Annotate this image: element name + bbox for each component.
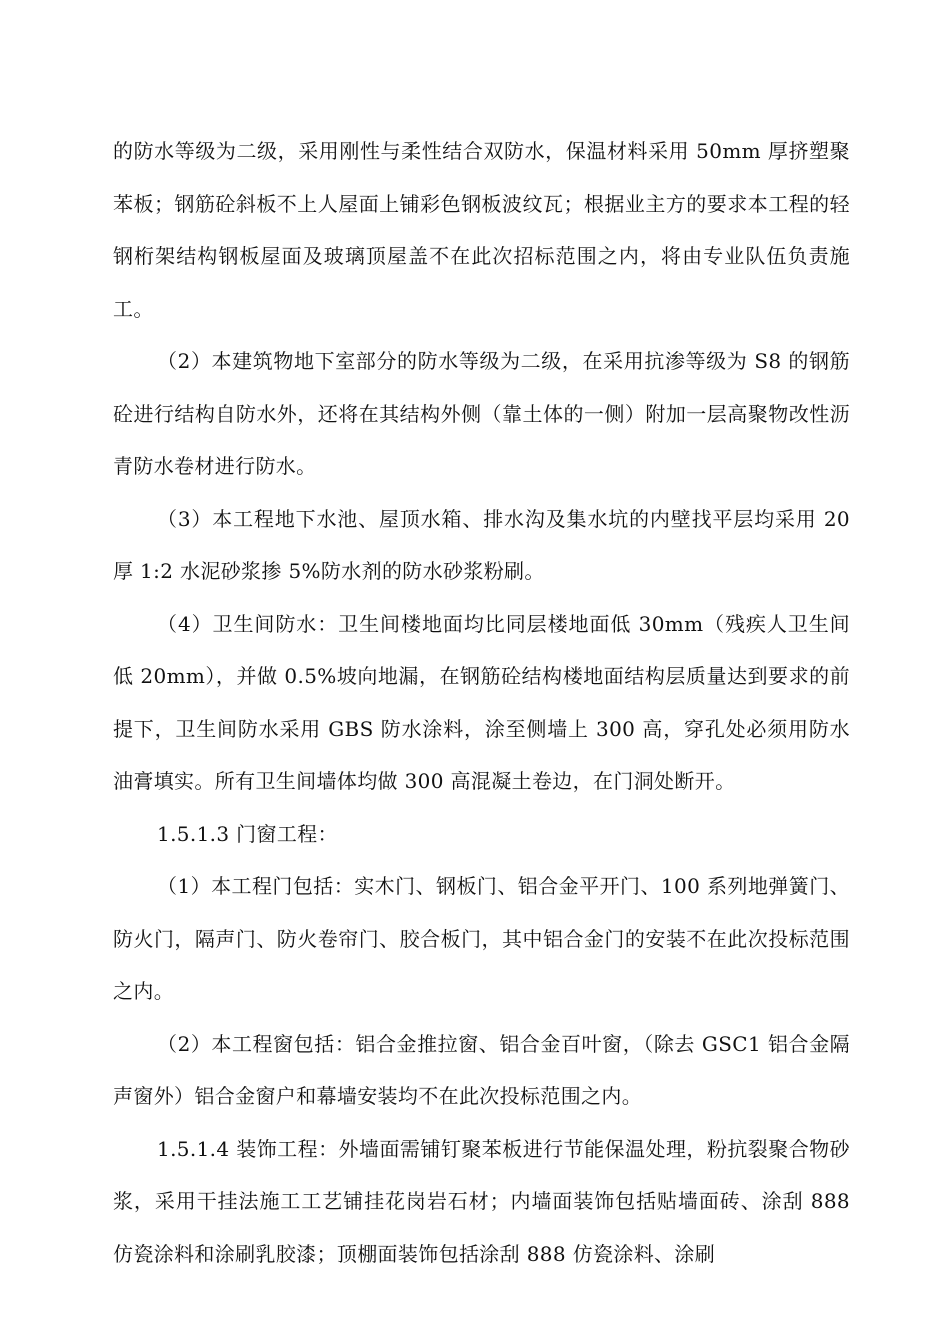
paragraph-basement-waterproofing: （2）本建筑物地下室部分的防水等级为二级，在采用抗渗等级为 S8 的钢筋砼进行结构自防水外，还将在其结构外侧（靠土体的一侧）附加一层高聚物改性沥青防水卷材进行防水。 [113, 349, 850, 478]
section-heading-doors-windows: 1.5.1.3 门窗工程： [157, 821, 338, 846]
paragraph-doors: （1）本工程门包括：实木门、钢板门、铝合金平开门、100 系列地弹簧门、防火门，隔声门、防火卷帘门、胶合板门，其中铝合金门的安装不在此次投标范围之内。 [113, 874, 850, 1003]
paragraph-tank-waterproofing: （3）本工程地下水池、屋顶水箱、排水沟及集水坑的内壁找平层均采用 20 厚 1:2 水泥砂浆掺 5%防水剂的防水砂浆粉刷。 [113, 506, 850, 583]
paragraph-windows: （2）本工程窗包括：铝合金推拉窗、铝合金百叶窗，（除去 GSC1 铝合金隔声窗外）铝合金窗户和幕墙安装均不在此次投标范围之内。 [113, 1031, 850, 1108]
paragraph-roof-waterproofing: 的防水等级为二级，采用刚性与柔性结合双防水，保温材料采用 50mm 厚挤塑聚苯板；钢筋砼斜板不上人屋面上铺彩色钢板波纹瓦；根据业主方的要求本工程的轻钢桁架结构钢板屋面及玻璃顶屋盖不在此次招标范围之内，将由专业队伍负责施工。 [113, 139, 850, 321]
paragraph-decoration: 1.5.1.4 装饰工程：外墙面需铺钉聚苯板进行节能保温处理，粉抗裂聚合物砂浆，采用干挂法施工工艺铺挂花岗岩石材；内墙面装饰包括贴墙面砖、涂刮 888 仿瓷涂料和涂刷乳胶漆；顶棚面装饰包括涂刮 888 仿瓷涂料、涂刷 [113, 1136, 850, 1266]
document-body [113, 125, 850, 1280]
paragraph-toilet-waterproofing: （4）卫生间防水：卫生间楼地面均比同层楼地面低 30mm（残疾人卫生间低 20mm），并做 0.5%坡向地漏，在钢筋砼结构楼地面结构层质量达到要求的前提下，卫生间防水采用 GBS 防水涂料，涂至侧墙上 300 高，穿孔处必须用防水油膏填实。所有卫生间墙体均做 300 高混凝土卷边，在门洞处断开。 [113, 611, 850, 793]
